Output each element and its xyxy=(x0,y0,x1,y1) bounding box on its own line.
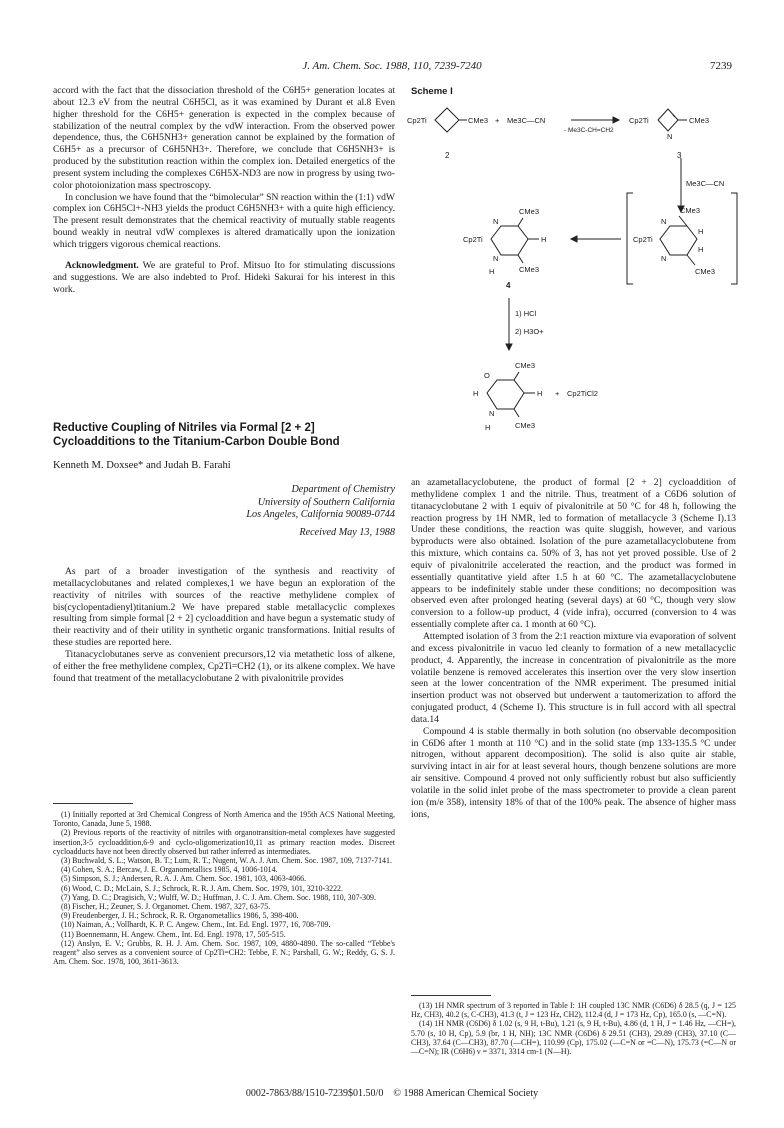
journal-code: 0002-7863/88/1510-7239$01.50/0 xyxy=(245,1088,384,1099)
article-body-left xyxy=(53,566,395,684)
affiliation-city: Los Angeles, California 90089-0744 xyxy=(246,509,395,521)
n-atom-label: N xyxy=(661,254,667,263)
cme3-label: CMe3 xyxy=(519,207,540,216)
previous-article-end xyxy=(53,85,395,295)
footnote: (9) Freudenberger, J. H.; Schrock, R. R. Organometallics 1986, 5, 398-400. xyxy=(61,911,299,921)
cme3-label: CMe3 xyxy=(689,116,710,125)
footnote: (13) 1H NMR spectrum of 3 reported in Table I: 1H coupled 13C NMR (C6D6) δ 28.5 (q, J = 125 Hz, CH3), 40.2 (s, C-CH3), 41.3 (t, J = 123 Hz, CH2), 112.4 (d, J = 173 Hz, Cp), 165.0 (s, —C=N). xyxy=(411,1001,736,1020)
footnote: (2) Previous reports of the reactivity of nitriles with organotransition-metal complexes have suggested insertion,3-5 cycloaddition,6-9 and cyclo-oligomerization10,11 as primary reaction modes. Discreet cycloadducts have not been directly observed but rather inferred as intermediates. xyxy=(53,828,395,856)
compound-number-2: 2 xyxy=(445,151,450,160)
footnote: (8) Fischer, H.; Zeuner, S. J. Organomet. Chem. 1987, 327, 63-75. xyxy=(61,902,271,912)
footnote-rule xyxy=(53,803,133,804)
body-paragraph: Compound 4 is stable thermally in both solution (no observable decomposition in C6D6 after 1 month at 110 °C) and in the solid state (mp 133-135.5 °C under nitrogen, without apparent decomposition). The solid is also quite air stable, surviving intact in air for at least several hours, though benzene solutions are more air sensitive. Compound 4 proved not only sufficiently robust but also sufficiently volatile in the solid inlet probe of the mass spectrometer to provide a clean parent ion (m/e 358), intensity 18% of that of the 100% peak. The absence of higher mass ions, xyxy=(411,725,736,820)
footnote: (4) Cohen, S. A.; Bercaw, J. E. Organometallics 1985, 4, 1006-1014. xyxy=(61,865,278,875)
affiliation-department: Department of Chemistry xyxy=(291,484,395,495)
body-paragraph: Titanacyclobutanes serve as convenient precursors,12 via metathetic loss of alkene, of either the free methylidene complex, Cp2Ti=CH2 (1), or its alkene complex. We have found that treatment of the metallacyclobutane 2 with pivalonitrile provides xyxy=(53,648,395,684)
body-paragraph: accord with the fact that the dissociation threshold of the C6H5+ generation locates at about 12.3 eV from the neutral C6H5Cl, as it was examined by Durant et al.8 Even higher threshold for the C6H5+ generation is expected in the complex because of stabilization of the neutral complex by the vdW interaction. From the observed power dependence, thus, the C6H5NH3+ generation cannot be explained by the formation of C6H5+ as a precursor of C6H5NH3+. Therefore, we conclude that C6H5NH3+ is produced by the substitution reaction within the complex ion. Detailed energetics of the present system including the complexes C6H5X-ND3 are now in progress by using two-color photoionization mass spectroscopy. xyxy=(53,85,395,191)
footnote-rule xyxy=(411,995,491,996)
product-ring xyxy=(487,380,524,409)
azametallacyclobutene-ring xyxy=(658,109,678,131)
compound-number-4: 4 xyxy=(506,281,511,290)
footnote: (12) Anslyn, E. V.; Grubbs, R. H. J. Am. Chem. Soc. 1987, 109, 4880-4890. The so-called “Tebbe's reagent” also serves as a convenient source of Cp2Ti=CH2: Tebbe, F. N.; Parshall, G. W.; Reddy, G. S. J. Am. Chem. Soc. 1978, 100, 3611-3613. xyxy=(53,938,395,967)
cme3-label: CMe3 xyxy=(468,116,489,125)
cp2ticl2-label: Cp2TiCl2 xyxy=(567,389,598,398)
body-paragraph: Attempted isolation of 3 from the 2:1 reaction mixture via evaporation of solvent and excess pivalonitrile in vacuo led cleanly to formation of a new metallacyclic product, 4. Apparently, the increase in concentration of pivalonitrile as the more volatile benzene is removed accelerates this insertion over the very slow insertion seen at the lower concentration of the NMR experiment. The presumed initial insertion product was not observed but underwent a tautomerization to afford the conjugated product, 4 (Scheme I). This structure is in full accord with all spectral data.14 xyxy=(411,630,736,725)
plus-sign: + xyxy=(495,116,500,125)
footnote: (7) Yang, D. C.; Dragisich, V.; Wulff, W. D.; Huffman, J. C. J. Am. Chem. Soc. 1988, 110, 307-309. xyxy=(61,892,376,902)
footnotes-left xyxy=(53,810,395,966)
cme3-label: CMe3 xyxy=(519,265,540,274)
footnote: (10) Naiman, A.; Vollhardt, K. P. C. Angew. Chem., Int. Ed. Engl. 1977, 16, 708-709. xyxy=(61,920,331,930)
acknowledgment-text: We are grateful to Prof. Mitsuo Ito for stimulating discussions and suggestions. We are also indebted to Prof. Hideki Sakurai for his interest in this work. xyxy=(53,259,395,295)
byproduct-label: - Me3C-CH=CH2 xyxy=(564,127,614,134)
o-atom-label: O xyxy=(484,371,490,380)
cp2ti-label: Cp2Ti xyxy=(633,235,653,244)
scheme-diagram xyxy=(405,98,740,460)
article-authors: Kenneth M. Doxsee* and Judah B. Farahi xyxy=(53,460,231,471)
compound-number-3: 3 xyxy=(677,151,682,160)
compound-4-ring xyxy=(491,226,528,255)
running-header xyxy=(0,60,784,76)
copyright: © 1988 American Chemical Society xyxy=(393,1088,539,1099)
h-atom-label: H xyxy=(485,423,491,432)
article-body-right xyxy=(411,477,736,820)
body-paragraph: an azametallacyclobutene, the product of formal [2 + 2] cycloaddition of methylidene complex 1 and the nitrile. Thus, treatment of a C6D6 solution of titanacyclobutane 2 with 1 equiv of pivalonitrile at 50 °C for 48 h, following the reaction progress by 1H NMR, led to formation of metallacycle 3 (Scheme I).13 Under these conditions, the reaction was quite sluggish, however, and various byproducts were also obtained. Isolation of the pure azametallacyclobutene from this mixture, which contains ca. 50% of 3, has not yet proved possible. Use of 2 equiv of pivalonitrile accelerated the reaction, and the product was formed in essentially quantitative yield after 1.5 h at 60 °C. The azametallacyclobutene appears to be indefinitely stable under these conditions; no decomposition was observed even after prolonged heating (several days) at 60 °C, though very slow conversion to a follow-up product, 4 (vide infra), occurred (conversion to 4 was essentially complete after ca. 1 month at 60 °C). xyxy=(411,477,736,631)
intermediate-ring xyxy=(660,226,697,255)
page-number: 7239 xyxy=(710,60,732,72)
cme3-label: CMe3 xyxy=(680,206,701,215)
step-2-label: 2) H3O+ xyxy=(515,327,544,336)
affiliation-university: University of Southern California xyxy=(257,496,395,508)
footnote: (14) 1H NMR (C6D6) δ 1.02 (s, 9 H, t-Bu), 1.21 (s, 9 H, t-Bu), 4.86 (d, 1 H, J = 1.46 Hz, —CH=), 5.70 (s, 10 H, Cp), 5.9 (br, 1 H, NH); 13C NMR (C6D6) δ 29.51 (CH3), 29.89 (CH3), 37.10 (C—CH3), 37.64 (C—CH3), 87.70 (—CH=), 110.99 (Cp), 175.02 (—C=N or =C—N), 175.73 (=C—N or —C=N); IR (C6H6) ν = 3371, 3314 cm-1 (N—H). xyxy=(411,1019,736,1057)
n-atom-label: N xyxy=(493,217,499,226)
scheme-label: Scheme I xyxy=(411,86,453,97)
step-1-label: 1) HCl xyxy=(515,309,537,318)
cme3-label: CMe3 xyxy=(515,361,536,370)
body-paragraph: As part of a broader investigation of the synthesis and reactivity of metallacyclobutanes and related complexes,1 we have begun an exploration of the reactivity of nitriles with sources of the reactive methylidene complex of bis(cyclopentadienyl)titanium.2 We have prepared stable metallacyclic complexes resulting from simple formal [2 + 2] cycloaddition and have begun a systematic study of their reactivity and of their utility in synthetic organic transformations. Initial results of these studies are reported here. xyxy=(53,566,395,649)
article-title: Reductive Coupling of Nitriles via Formal [2 + 2] Cycloadditions to the Titanium-Carbon Double Bond xyxy=(53,422,340,448)
plus-sign: + xyxy=(555,389,560,398)
pivalonitrile-label: Me3C—CN xyxy=(507,116,546,125)
journal-citation: J. Am. Chem. Soc. 1988, 110, 7239-7240 xyxy=(302,60,482,72)
h-atom-label: H xyxy=(698,227,704,236)
received-date: Received May 13, 1988 xyxy=(299,526,395,538)
n-atom-label: N xyxy=(661,217,667,226)
acknowledgment-label: Acknowledgment. xyxy=(65,259,139,271)
footnotes-right xyxy=(411,1001,736,1056)
titanacyclobutane-ring xyxy=(435,108,459,132)
n-atom-label: N xyxy=(667,132,673,141)
body-paragraph: In conclusion we have found that the “bimolecular” SN reaction within the (1:1) vdW complex ion C6H5Cl+-NH3 yields the product C6H5NH3+ with a quite high efficiency. The present result demonstrates that the chemical reactivity of mutually stable reagents bound weakly in neutral vdW complexes is altered dramatically upon the ionization which triggers vigorous chemical reactions. xyxy=(53,191,395,250)
h-atom-label: H xyxy=(537,389,543,398)
acknowledgment xyxy=(53,260,395,296)
affiliation xyxy=(53,484,395,539)
h-atom-label: H xyxy=(541,235,547,244)
cp2ti-label: Cp2Ti xyxy=(629,116,649,125)
cme3-label: CMe3 xyxy=(515,421,536,430)
h-atom-label: H xyxy=(489,267,495,276)
n-atom-label: N xyxy=(493,254,499,263)
n-atom-label: N xyxy=(489,409,495,418)
page-footer xyxy=(0,1088,784,1099)
footnote: (3) Buchwald, S. L.; Watson, B. T.; Lum, R. T.; Nugent, W. A. J. Am. Chem. Soc. 1987, 109, 7137-7141. xyxy=(61,856,392,866)
pivalonitrile-label: Me3C—CN xyxy=(686,179,725,188)
cme3-label: CMe3 xyxy=(695,267,716,276)
footnote: (1) Initially reported at 3rd Chemical Congress of North America and the 195th ACS National Meeting, Toronto, Canada, June 5, 1988. xyxy=(53,810,395,829)
footnote: (11) Boennemann, H. Angew. Chem., Int. Ed. Engl. 1978, 17, 505-515. xyxy=(61,929,286,939)
cp2ti-label: Cp2Ti xyxy=(463,235,483,244)
cp2ti-label: Cp2Ti xyxy=(407,116,427,125)
footnote: (6) Wood, C. D.; McLain, S. J.; Schrock, R. R. J. Am. Chem. Soc. 1979, 101, 3210-3222. xyxy=(61,883,343,893)
footnote: (5) Simpson, S. J.; Andersen, R. A. J. Am. Chem. Soc. 1981, 103, 4063-4066. xyxy=(61,874,307,884)
h-atom-label: H xyxy=(473,389,479,398)
h-atom-label: H xyxy=(698,245,704,254)
